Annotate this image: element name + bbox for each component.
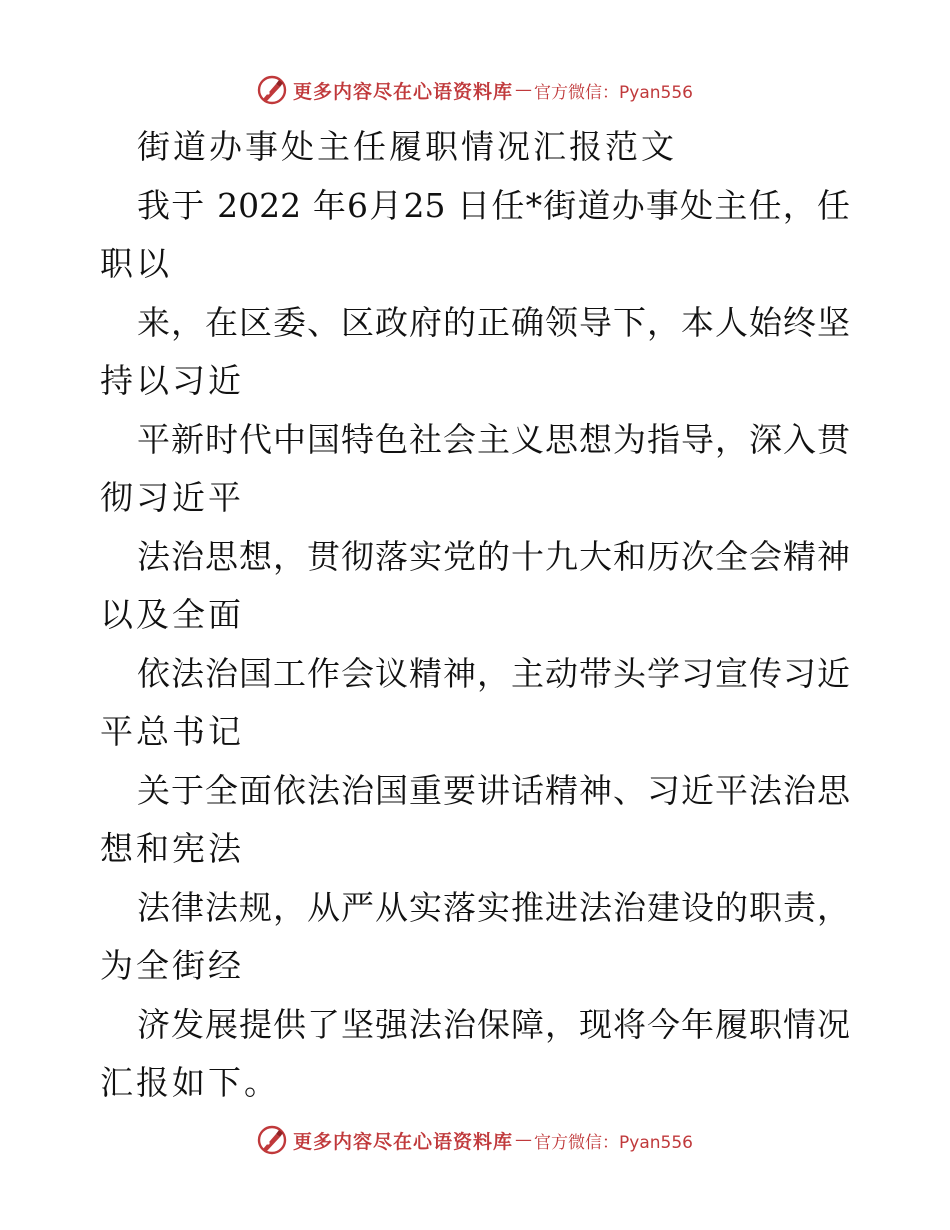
watermark-suffix: 官方微信：Pyan556 [534,1132,693,1153]
pen-logo-icon [257,75,287,105]
watermark-text: 更多内容尽在心语资料库 [293,80,514,103]
watermark-dash: — [515,80,533,100]
paragraph-line: 彻习近平 [100,478,244,517]
paragraph-line: 为全街经 [100,946,244,985]
paragraph-line: 关于全面依法治国重要讲话精神、习近平法治思 [137,770,850,810]
paragraph-line: 济发展提供了坚强法治保障，现将今年履职情况 [137,1004,850,1044]
watermark-text: 更多内容尽在心语资料库 [293,1130,514,1153]
watermark-suffix: 官方微信：Pyan556 [534,82,693,103]
watermark-banner-top [0,70,950,110]
pen-logo-icon [257,1125,287,1155]
paragraph-line: 法律法规，从严从实落实推进法治建设的职责， [137,887,850,927]
watermark-banner-bottom [0,1120,950,1160]
paragraph-line: 以及全面 [100,595,244,634]
paragraph-line: 来，在区委、区政府的正确领导下，本人始终坚 [137,302,850,342]
paragraph-line: 职以 [100,244,172,283]
document-body [100,118,860,1113]
paragraph-line: 平新时代中国特色社会主义思想为指导，深入贯 [137,419,850,459]
paragraph-line: 法治思想，贯彻落实党的十九大和历次全会精神 [137,536,850,576]
watermark-dash: — [515,1130,533,1150]
paragraph-line: 持以习近 [100,361,244,400]
paragraph-line: 我于 2022 年6月25 日任*街道办事处主任，任 [137,185,850,225]
paragraph-line: 依法治国工作会议精神，主动带头学习宣传习近 [137,653,850,693]
paragraph-line: 平总书记 [100,712,244,751]
paragraph-line: 汇报如下。 [100,1063,280,1102]
paragraph-line: 想和宪法 [100,829,244,868]
document-title: 街道办事处主任履职情况汇报范文 [137,127,677,166]
